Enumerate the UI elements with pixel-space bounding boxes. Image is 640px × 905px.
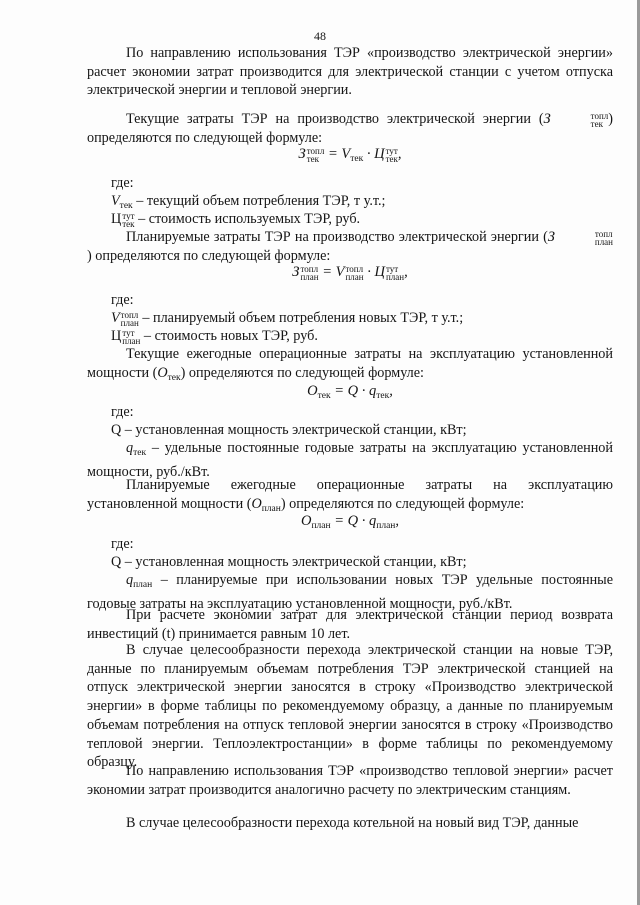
paragraph-electric-intro: По направлению использования ТЭР «производство электрической энергии» расчет экономии затрат производится для электрической станции с учетом отпуска электрической энергии и тепловой энергии. bbox=[87, 45, 613, 99]
where-label-1: где: bbox=[111, 175, 134, 191]
paragraph-boiler: В случае целесообразности перехода котельной на новый вид ТЭР, данные bbox=[126, 815, 579, 831]
definition-q-capacity: Q – установленная мощность электрической станции, кВт; bbox=[111, 422, 467, 438]
definition-q-plan: $q_{план}$ – планируемые при использовании новых ТЭР удельные постоянные годовые затраты на эксплуатацию установленной мощности, руб./кВт. bbox=[87, 572, 613, 612]
paragraph-transition: В случае целесообразности перехода электрической станции на новые ТЭР, данные по планируемым объемам потребления ТЭР электрической станцией на отпуск электрической энергии заносятся в строку «Производство электрической энергии» в форме таблицы по рекомендуемому образцу, а данные по планируемым объемам потребления на отпуск тепловой энергии заносятся в строку «Производство тепловой энергии. Теплоэлектростанции» в форме таблицы по рекомендуемому образцу. bbox=[87, 642, 613, 771]
formula-current-operating-costs: $O_{тек} = Q \cdot q_{тек}$, bbox=[307, 383, 393, 401]
paragraph-planned-costs: Планируемые затраты ТЭР на производство электрической энергии (З топл план ) определяются по следующей формуле: bbox=[87, 229, 613, 264]
page-number: 48 bbox=[314, 29, 326, 43]
paragraph-thermal-energy: По направлению использования ТЭР «производство тепловой энергии» расчет экономии затрат производится аналогично расчету по электрическим станциям. bbox=[87, 763, 613, 798]
formula-planned-fuel-costs: З топл план = V топл план · Ц тут план , bbox=[292, 264, 408, 282]
paragraph-planned-operating-costs: Планируемые ежегодные операционные затраты на эксплуатацию установленной мощности $(O_{план})$ определяются по следующей формуле: bbox=[87, 477, 613, 514]
where-label-3: где: bbox=[111, 404, 134, 420]
paragraph-current-costs: Текущие затраты ТЭР на производство электрической энергии (З топл тек ) определяются по следующей формуле: bbox=[87, 111, 613, 146]
formula-planned-operating-costs: $O_{план} = Q \cdot q_{план}$, bbox=[300, 513, 400, 531]
definition-v-plan: V топл план – планируемый объем потребления новых ТЭР, т у.т.; bbox=[111, 310, 464, 328]
where-label-4: где: bbox=[111, 536, 134, 552]
paragraph-payback-period: При расчете экономии затрат для электрической станции период возврата инвестиций (t) принимается равным 10 лет. bbox=[87, 607, 613, 642]
definition-c-tek: Ц тут тек – стоимость используемых ТЭР, руб. bbox=[111, 211, 361, 229]
definition-v-tek: $V_{тек}$ – текущий объем потребления ТЭР, т у.т.; bbox=[111, 193, 386, 211]
definition-c-plan: Ц тут план – стоимость новых ТЭР, руб. bbox=[111, 328, 318, 346]
formula-current-fuel-costs: З топл тек = $V_{тек} \cdot Ц$ тут тек , bbox=[298, 146, 402, 164]
definition-q-capacity-2: Q – установленная мощность электрической станции, кВт; bbox=[111, 554, 467, 570]
definition-q-tek: $q_{тек}$ – удельные постоянные годовые затраты на эксплуатацию установленной мощности, руб./кВт. bbox=[87, 440, 613, 480]
paragraph-current-operating-costs: Текущие ежегодные операционные затраты на эксплуатацию установленной мощности $(O_{тек})$ определяются по следующей формуле: bbox=[87, 346, 613, 383]
where-label-2: где: bbox=[111, 292, 134, 308]
